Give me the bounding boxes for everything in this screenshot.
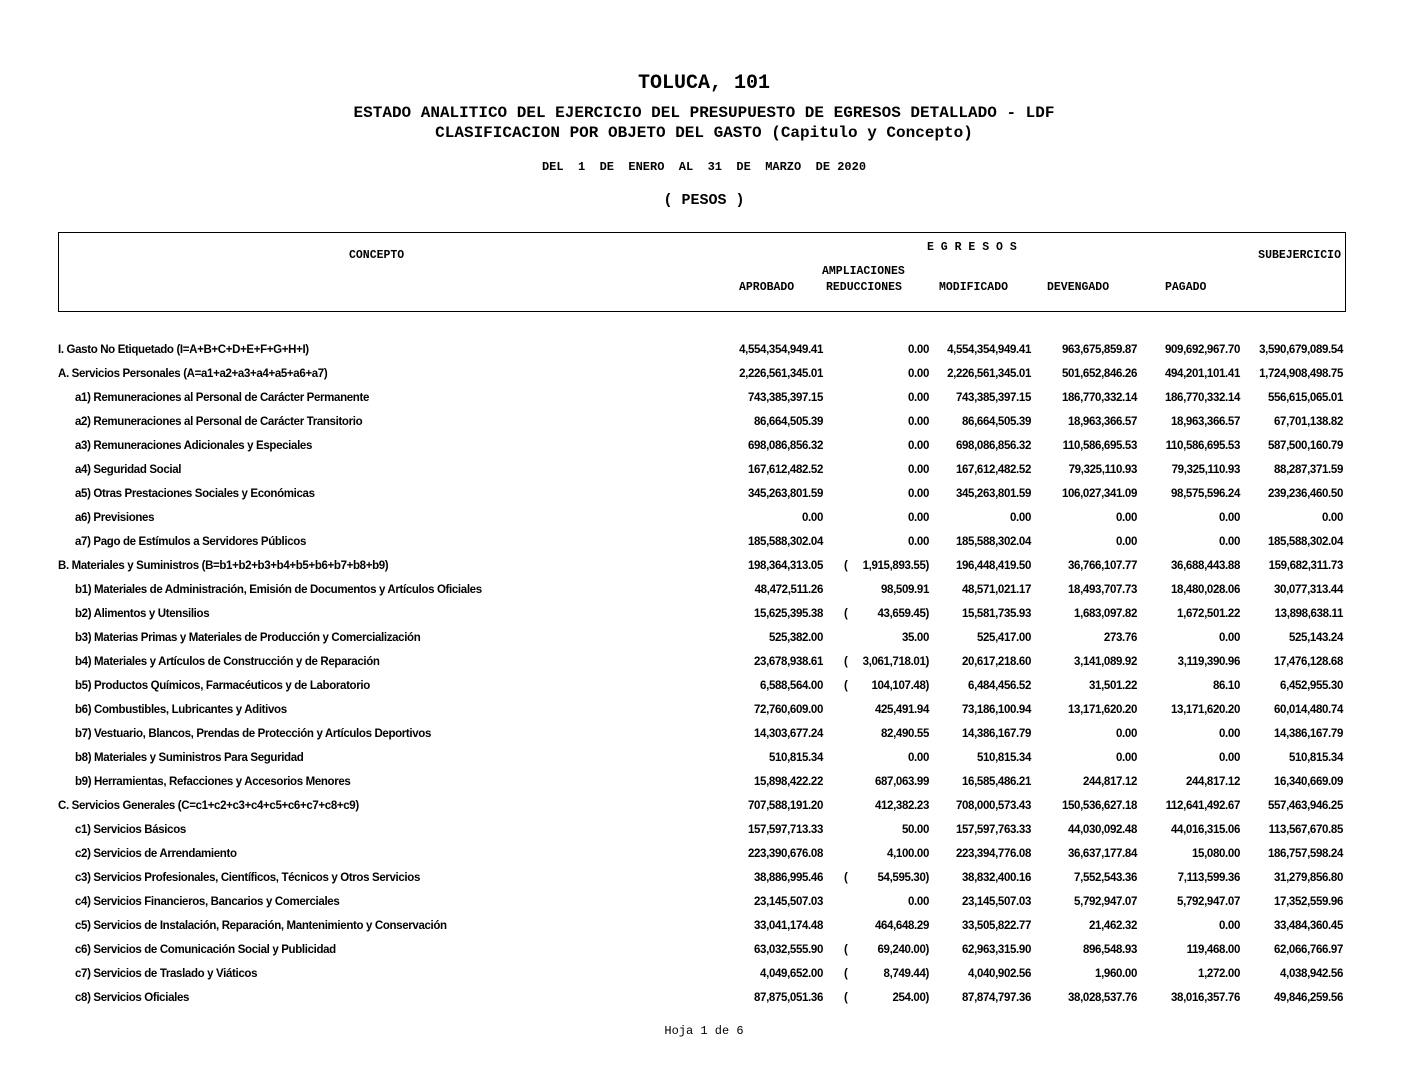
- paid-value: 119,468.00: [1186, 944, 1240, 956]
- subejercicio-value: 159,682,311.73: [1268, 560, 1343, 572]
- accrued-value: 110,586,695.53: [1062, 440, 1137, 452]
- accrued-value: 0.00: [1116, 512, 1137, 524]
- table-row: [0, 988, 1408, 1012]
- subejercicio-value: 31,279,856.80: [1274, 872, 1343, 884]
- concept-label: a1) Remuneraciones al Personal de Carácter Permanente: [75, 392, 370, 404]
- header-subejercicio: SUBEJERCICIO: [1258, 249, 1341, 262]
- table-row: [0, 748, 1408, 772]
- ampliaciones-value: 82,490.55: [880, 728, 929, 740]
- paid-value: 244,817.12: [1185, 776, 1240, 788]
- report-period: DEL 1 DE ENERO AL 31 DE MARZO DE 2020: [541, 160, 867, 174]
- modified-value: 510,815.34: [976, 752, 1031, 764]
- concept-label: b6) Combustibles, Lubricantes y Aditivos: [75, 704, 287, 716]
- modified-value: 4,040,902.56: [968, 968, 1031, 980]
- approved-value: 23,145,507.03: [754, 896, 823, 908]
- subejercicio-value: 557,463,946.25: [1267, 800, 1343, 812]
- ampliaciones-value: 43,659.45): [877, 608, 929, 620]
- paid-value: 494,201,101.41: [1164, 368, 1240, 380]
- accrued-value: 1,683,097.82: [1074, 608, 1137, 620]
- modified-value: 223,394,776.08: [955, 848, 1031, 860]
- approved-value: 698,086,856.32: [747, 440, 823, 452]
- accrued-value: 963,675,859.87: [1061, 344, 1137, 356]
- concept-label: c5) Servicios de Instalación, Reparación, Mantenimiento y Conservación: [75, 920, 447, 932]
- concept-label: c6) Servicios de Comunicación Social y Publicidad: [75, 944, 336, 956]
- concept-label: c8) Servicios Oficiales: [75, 992, 190, 1004]
- ampliaciones-value: 54,595.30): [877, 872, 929, 884]
- subejercicio-value: 14,386,167.79: [1274, 728, 1343, 740]
- paid-value: 1,272.00: [1198, 968, 1240, 980]
- approved-value: 87,875,051.36: [754, 992, 823, 1004]
- negative-parenthesis: (: [844, 944, 848, 956]
- report-subtitle: CLASIFICACION POR OBJETO DEL GASTO (Capitulo y Concepto): [435, 124, 973, 142]
- accrued-value: 18,493,707.73: [1068, 584, 1137, 596]
- approved-value: 14,303,677.24: [754, 728, 823, 740]
- paid-value: 0.00: [1219, 512, 1240, 524]
- modified-value: 16,585,486.21: [962, 776, 1031, 788]
- approved-value: 198,364,313.05: [747, 560, 823, 572]
- table-row: [0, 868, 1408, 892]
- report-title: ESTADO ANALITICO DEL EJERCICIO DEL PRESUPUESTO DE EGRESOS DETALLADO - LDF: [353, 104, 1055, 122]
- subejercicio-value: 49,846,259.56: [1274, 992, 1343, 1004]
- concept-label: a6) Previsiones: [75, 512, 155, 524]
- approved-value: 4,049,652.00: [760, 968, 823, 980]
- paid-value: 98,575,596.24: [1171, 488, 1240, 500]
- accrued-value: 36,637,177.84: [1068, 848, 1137, 860]
- header-aprobado: APROBADO: [739, 281, 795, 294]
- paid-value: 13,171,620.20: [1171, 704, 1240, 716]
- ampliaciones-value: 0.00: [908, 368, 929, 380]
- table-row: [0, 796, 1408, 820]
- table-row: [0, 820, 1408, 844]
- approved-value: 15,625,395.38: [754, 608, 823, 620]
- ampliaciones-value: 69,240.00): [877, 944, 929, 956]
- approved-value: 86,664,505.39: [754, 416, 823, 428]
- approved-value: 345,263,801.59: [747, 488, 823, 500]
- ampliaciones-value: 0.00: [908, 488, 929, 500]
- paid-value: 79,325,110.93: [1171, 464, 1240, 476]
- modified-value: 48,571,021.17: [962, 584, 1031, 596]
- table-row: [0, 340, 1408, 364]
- negative-parenthesis: (: [844, 608, 848, 620]
- subejercicio-value: 88,287,371.59: [1274, 464, 1343, 476]
- header-devengado: DEVENGADO: [1047, 281, 1110, 294]
- approved-value: 72,760,609.00: [754, 704, 823, 716]
- paid-value: 5,792,947.07: [1177, 896, 1240, 908]
- approved-value: 38,886,995.46: [754, 872, 823, 884]
- negative-parenthesis: (: [844, 968, 848, 980]
- modified-value: 743,385,397.15: [955, 392, 1031, 404]
- budget-table-body: [0, 340, 1408, 1012]
- concept-label: b2) Alimentos y Utensilios: [75, 608, 210, 620]
- modified-value: 73,186,100.94: [962, 704, 1031, 716]
- paid-value: 110,586,695.53: [1165, 440, 1240, 452]
- paid-value: 112,641,492.67: [1165, 800, 1240, 812]
- subejercicio-value: 587,500,160.79: [1267, 440, 1343, 452]
- subejercicio-value: 1,724,908,498.75: [1259, 368, 1343, 380]
- subejercicio-value: 16,340,669.09: [1274, 776, 1343, 788]
- modified-value: 525,417.00: [976, 632, 1031, 644]
- subejercicio-value: 186,757,598.24: [1267, 848, 1343, 860]
- concept-label: c7) Servicios de Traslado y Viáticos: [75, 968, 258, 980]
- concept-label: I. Gasto No Etiquetado (I=A+B+C+D+E+F+G+H+I): [58, 344, 309, 356]
- paid-value: 0.00: [1219, 752, 1240, 764]
- subejercicio-value: 17,352,559.96: [1274, 896, 1343, 908]
- subejercicio-value: 4,038,942.56: [1280, 968, 1343, 980]
- table-row: [0, 556, 1408, 580]
- table-row: [0, 700, 1408, 724]
- concept-label: a4) Seguridad Social: [75, 464, 182, 476]
- ampliaciones-value: 0.00: [908, 752, 929, 764]
- modified-value: 345,263,801.59: [955, 488, 1031, 500]
- accrued-value: 0.00: [1116, 752, 1137, 764]
- accrued-value: 501,652,846.26: [1061, 368, 1137, 380]
- accrued-value: 13,171,620.20: [1068, 704, 1137, 716]
- currency-label: ( PESOS ): [663, 192, 745, 209]
- approved-value: 185,588,302.04: [747, 536, 823, 548]
- approved-value: 2,226,561,345.01: [739, 368, 823, 380]
- subejercicio-value: 525,143.24: [1288, 632, 1343, 644]
- header-concepto: CONCEPTO: [349, 249, 405, 262]
- table-row: [0, 724, 1408, 748]
- accrued-value: 7,552,543.36: [1074, 872, 1137, 884]
- ampliaciones-value: 3,061,718.01): [862, 656, 929, 668]
- ampliaciones-value: 0.00: [908, 464, 929, 476]
- table-row: [0, 628, 1408, 652]
- subejercicio-value: 113,567,670.85: [1268, 824, 1343, 836]
- accrued-value: 21,462.32: [1088, 920, 1137, 932]
- table-row: [0, 460, 1408, 484]
- accrued-value: 31,501.22: [1088, 680, 1137, 692]
- approved-value: 0.00: [802, 512, 823, 524]
- header-pagado: PAGADO: [1165, 281, 1207, 294]
- ampliaciones-value: 104,107.48): [871, 680, 929, 692]
- accrued-value: 1,960.00: [1095, 968, 1137, 980]
- paid-value: 0.00: [1219, 920, 1240, 932]
- approved-value: 157,597,713.33: [747, 824, 823, 836]
- table-row: [0, 916, 1408, 940]
- subejercicio-value: 0.00: [1322, 512, 1343, 524]
- subejercicio-value: 239,236,460.50: [1267, 488, 1343, 500]
- approved-value: 15,898,422.22: [754, 776, 823, 788]
- subejercicio-value: 33,484,360.45: [1274, 920, 1343, 932]
- concept-label: b4) Materiales y Artículos de Construcción y de Reparación: [75, 656, 380, 668]
- accrued-value: 38,028,537.76: [1068, 992, 1137, 1004]
- modified-value: 167,612,482.52: [955, 464, 1031, 476]
- concept-label: c1) Servicios Básicos: [75, 824, 186, 836]
- paid-value: 15,080.00: [1191, 848, 1240, 860]
- accrued-value: 79,325,110.93: [1068, 464, 1137, 476]
- ampliaciones-value: 4,100.00: [887, 848, 929, 860]
- table-row: [0, 580, 1408, 604]
- concept-label: a3) Remuneraciones Adicionales y Especiales: [75, 440, 313, 452]
- ampliaciones-value: 0.00: [908, 392, 929, 404]
- accrued-value: 106,027,341.09: [1061, 488, 1137, 500]
- ampliaciones-value: 254.00): [892, 992, 929, 1004]
- ampliaciones-value: 425,491.94: [874, 704, 929, 716]
- column-header-box: [58, 232, 1346, 312]
- paid-value: 86.10: [1212, 680, 1240, 692]
- concept-label: a7) Pago de Estímulos a Servidores Públicos: [75, 536, 307, 548]
- concept-label: b7) Vestuario, Blancos, Prendas de Protección y Artículos Deportivos: [75, 728, 432, 740]
- table-row: [0, 892, 1408, 916]
- accrued-value: 44,030,092.48: [1068, 824, 1137, 836]
- accrued-value: 0.00: [1116, 728, 1137, 740]
- ampliaciones-value: 98,509.91: [880, 584, 929, 596]
- modified-value: 4,554,354,949.41: [947, 344, 1031, 356]
- table-row: [0, 772, 1408, 796]
- subejercicio-value: 185,588,302.04: [1267, 536, 1343, 548]
- paid-value: 18,480,028.06: [1171, 584, 1240, 596]
- concept-label: b9) Herramientas, Refacciones y Accesorios Menores: [75, 776, 351, 788]
- table-row: [0, 676, 1408, 700]
- negative-parenthesis: (: [844, 992, 848, 1004]
- subejercicio-value: 510,815.34: [1288, 752, 1343, 764]
- modified-value: 62,963,315.90: [962, 944, 1031, 956]
- table-row: [0, 364, 1408, 388]
- modified-value: 15,581,735.93: [962, 608, 1031, 620]
- concept-label: a2) Remuneraciones al Personal de Carácter Transitorio: [75, 416, 363, 428]
- table-row: [0, 412, 1408, 436]
- accrued-value: 0.00: [1116, 536, 1137, 548]
- concept-label: C. Servicios Generales (C=c1+c2+c3+c4+c5+c6+c7+c8+c9): [58, 800, 359, 812]
- modified-value: 20,617,218.60: [962, 656, 1031, 668]
- table-row: [0, 964, 1408, 988]
- header-reducciones: REDUCCIONES: [826, 281, 902, 294]
- concept-label: b8) Materiales y Suministros Para Seguridad: [75, 752, 304, 764]
- header-modificado: MODIFICADO: [939, 281, 1009, 294]
- approved-value: 707,588,191.20: [747, 800, 823, 812]
- accrued-value: 36,766,107.77: [1068, 560, 1137, 572]
- modified-value: 86,664,505.39: [962, 416, 1031, 428]
- ampliaciones-value: 0.00: [908, 440, 929, 452]
- ampliaciones-value: 687,063.99: [874, 776, 929, 788]
- paid-value: 0.00: [1219, 728, 1240, 740]
- approved-value: 525,382.00: [768, 632, 823, 644]
- concept-label: a5) Otras Prestaciones Sociales y Económicas: [75, 488, 315, 500]
- paid-value: 44,016,315.06: [1171, 824, 1240, 836]
- ampliaciones-value: 0.00: [908, 536, 929, 548]
- ampliaciones-value: 0.00: [908, 344, 929, 356]
- negative-parenthesis: (: [844, 872, 848, 884]
- subejercicio-value: 62,066,766.97: [1274, 944, 1343, 956]
- modified-value: 196,448,419.50: [955, 560, 1031, 572]
- subejercicio-value: 13,898,638.11: [1274, 608, 1343, 620]
- subejercicio-value: 3,590,679,089.54: [1259, 344, 1343, 356]
- paid-value: 3,119,390.96: [1177, 656, 1240, 668]
- accrued-value: 3,141,089.92: [1074, 656, 1137, 668]
- modified-value: 33,505,822.77: [962, 920, 1031, 932]
- paid-value: 186,770,332.14: [1164, 392, 1240, 404]
- modified-value: 6,484,456.52: [968, 680, 1031, 692]
- modified-value: 708,000,573.43: [955, 800, 1031, 812]
- ampliaciones-value: 0.00: [908, 512, 929, 524]
- negative-parenthesis: (: [844, 680, 848, 692]
- approved-value: 23,678,938.61: [754, 656, 823, 668]
- approved-value: 48,472,511.26: [754, 584, 823, 596]
- modified-value: 2,226,561,345.01: [947, 368, 1031, 380]
- modified-value: 23,145,507.03: [962, 896, 1031, 908]
- modified-value: 185,588,302.04: [955, 536, 1031, 548]
- ampliaciones-value: 0.00: [908, 896, 929, 908]
- accrued-value: 244,817.12: [1082, 776, 1137, 788]
- negative-parenthesis: (: [844, 656, 848, 668]
- subejercicio-value: 556,615,065.01: [1267, 392, 1343, 404]
- negative-parenthesis: (: [844, 560, 848, 572]
- table-row: [0, 484, 1408, 508]
- table-row: [0, 940, 1408, 964]
- accrued-value: 5,792,947.07: [1074, 896, 1137, 908]
- concept-label: c4) Servicios Financieros, Bancarios y Comerciales: [75, 896, 340, 908]
- ampliaciones-value: 1,915,893.55): [862, 560, 929, 572]
- ampliaciones-value: 464,648.29: [874, 920, 929, 932]
- concept-label: B. Materiales y Suministros (B=b1+b2+b3+b4+b5+b6+b7+b8+b9): [58, 560, 389, 572]
- concept-label: b1) Materiales de Administración, Emisión de Documentos y Artículos Oficiales: [75, 584, 482, 596]
- table-row: [0, 652, 1408, 676]
- paid-value: 7,113,599.36: [1177, 872, 1240, 884]
- subejercicio-value: 6,452,955.30: [1280, 680, 1343, 692]
- table-row: [0, 532, 1408, 556]
- paid-value: 36,688,443.88: [1171, 560, 1240, 572]
- subejercicio-value: 17,476,128.68: [1274, 656, 1343, 668]
- entity-title: TOLUCA, 101: [637, 72, 771, 95]
- accrued-value: 896,548.93: [1082, 944, 1137, 956]
- concept-label: b3) Materias Primas y Materiales de Producción y Comercialización: [75, 632, 421, 644]
- accrued-value: 186,770,332.14: [1061, 392, 1137, 404]
- paid-value: 0.00: [1219, 632, 1240, 644]
- ampliaciones-value: 35.00: [901, 632, 929, 644]
- modified-value: 0.00: [1010, 512, 1031, 524]
- table-row: [0, 388, 1408, 412]
- header-egresos: E G R E S O S: [927, 241, 1017, 254]
- paid-value: 909,692,967.70: [1164, 344, 1240, 356]
- ampliaciones-value: 412,382.23: [874, 800, 929, 812]
- approved-value: 6,588,564.00: [760, 680, 823, 692]
- table-row: [0, 604, 1408, 628]
- accrued-value: 273.76: [1103, 632, 1137, 644]
- concept-label: c2) Servicios de Arrendamiento: [75, 848, 237, 860]
- paid-value: 0.00: [1219, 536, 1240, 548]
- accrued-value: 150,536,627.18: [1061, 800, 1137, 812]
- approved-value: 63,032,555.90: [754, 944, 823, 956]
- approved-value: 167,612,482.52: [747, 464, 823, 476]
- approved-value: 223,390,676.08: [747, 848, 823, 860]
- accrued-value: 18,963,366.57: [1068, 416, 1137, 428]
- page-indicator: Hoja 1 de 6: [664, 1024, 744, 1038]
- paid-value: 38,016,357.76: [1171, 992, 1240, 1004]
- table-row: [0, 508, 1408, 532]
- approved-value: 4,554,354,949.41: [739, 344, 823, 356]
- subejercicio-value: 30,077,313.44: [1274, 584, 1343, 596]
- concept-label: A. Servicios Personales (A=a1+a2+a3+a4+a5+a6+a7): [58, 368, 328, 380]
- subejercicio-value: 67,701,138.82: [1274, 416, 1343, 428]
- paid-value: 1,672,501.22: [1177, 608, 1240, 620]
- modified-value: 698,086,856.32: [955, 440, 1031, 452]
- modified-value: 87,874,797.36: [962, 992, 1031, 1004]
- table-row: [0, 436, 1408, 460]
- ampliaciones-value: 50.00: [901, 824, 929, 836]
- header-ampliaciones: AMPLIACIONES: [822, 265, 905, 278]
- modified-value: 157,597,763.33: [955, 824, 1031, 836]
- paid-value: 18,963,366.57: [1171, 416, 1240, 428]
- approved-value: 33,041,174.48: [754, 920, 823, 932]
- table-row: [0, 844, 1408, 868]
- concept-label: c3) Servicios Profesionales, Científicos, Técnicos y Otros Servicios: [75, 872, 420, 884]
- approved-value: 743,385,397.15: [747, 392, 823, 404]
- subejercicio-value: 60,014,480.74: [1274, 704, 1343, 716]
- modified-value: 14,386,167.79: [962, 728, 1031, 740]
- ampliaciones-value: 8,749.44): [883, 968, 929, 980]
- concept-label: b5) Productos Químicos, Farmacéuticos y de Laboratorio: [75, 680, 370, 692]
- approved-value: 510,815.34: [768, 752, 823, 764]
- modified-value: 38,832,400.16: [962, 872, 1031, 884]
- ampliaciones-value: 0.00: [908, 416, 929, 428]
